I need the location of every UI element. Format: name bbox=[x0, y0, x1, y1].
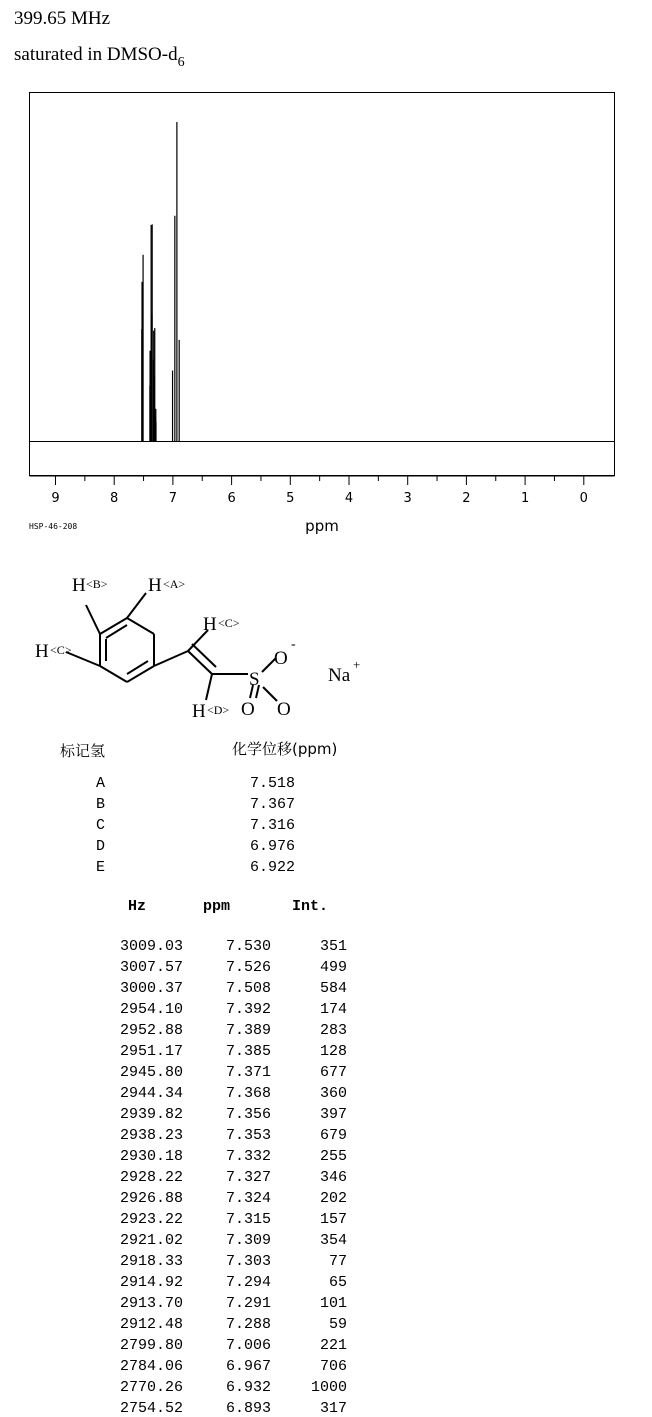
peak-hz: 3000.37 bbox=[119, 980, 183, 997]
peak-hz: 2930.18 bbox=[119, 1148, 183, 1165]
spectrum-code: HSP-46-208 bbox=[29, 522, 78, 531]
shift-value: 7.316 bbox=[250, 817, 296, 834]
col-int-header: Int. bbox=[292, 898, 329, 915]
peak-ppm: 7.530 bbox=[225, 938, 271, 955]
peak-hz: 2921.02 bbox=[119, 1232, 183, 1249]
peak-hz: 2944.34 bbox=[119, 1085, 183, 1102]
h-tag-c-ring: <C> bbox=[50, 643, 72, 657]
peak-ppm: 6.967 bbox=[225, 1358, 271, 1375]
shift-label: E bbox=[96, 859, 106, 876]
peak-intensity: 59 bbox=[328, 1316, 347, 1333]
peak-intensity: 174 bbox=[319, 1001, 347, 1018]
x-tick-label: 0 bbox=[579, 491, 588, 506]
peak-hz: 2926.88 bbox=[119, 1190, 183, 1207]
benzene-ring bbox=[100, 618, 154, 682]
peak-hz: 2918.33 bbox=[119, 1253, 183, 1270]
peak-ppm: 7.389 bbox=[225, 1022, 271, 1039]
peak-intensity: 1000 bbox=[310, 1379, 347, 1396]
peak-ppm: 7.315 bbox=[225, 1211, 271, 1228]
peak-intensity: 128 bbox=[319, 1043, 347, 1060]
h-tag-c-vinyl: <C> bbox=[218, 616, 240, 630]
peak-hz: 2939.82 bbox=[119, 1106, 183, 1123]
col-hydrogen-label: 标记氢 bbox=[60, 742, 106, 760]
shift-value: 6.922 bbox=[250, 859, 296, 876]
peaks-group bbox=[142, 122, 179, 441]
x-tick-label: 9 bbox=[51, 491, 60, 506]
h-atom-d: H bbox=[192, 701, 206, 722]
peak-intensity: 101 bbox=[319, 1295, 347, 1312]
molecule-structure bbox=[0, 560, 652, 730]
peak-hz: 2923.22 bbox=[119, 1211, 183, 1228]
peak-ppm: 7.526 bbox=[225, 959, 271, 976]
shift-label: C bbox=[96, 817, 106, 834]
peak-hz: 2912.48 bbox=[119, 1316, 183, 1333]
x-tick-label: 5 bbox=[286, 491, 295, 506]
h-atom-a: H bbox=[148, 575, 162, 596]
nmr-spectrum-chart bbox=[0, 0, 652, 545]
peak-hz: 2913.70 bbox=[119, 1295, 183, 1312]
oxygen-double-1: O bbox=[241, 699, 255, 720]
peak-hz: 2952.88 bbox=[119, 1022, 183, 1039]
oxygen-double-2: O bbox=[277, 699, 291, 720]
peak-intensity: 255 bbox=[319, 1148, 347, 1165]
x-tick-label: 6 bbox=[227, 491, 236, 506]
peak-ppm: 7.353 bbox=[225, 1127, 271, 1144]
peak-intensity: 397 bbox=[319, 1106, 347, 1123]
peak-ppm: 7.392 bbox=[225, 1001, 271, 1018]
peak-ppm: 7.385 bbox=[225, 1043, 271, 1060]
peak-hz: 2928.22 bbox=[119, 1169, 183, 1186]
x-tick-label: 4 bbox=[344, 491, 354, 506]
peak-intensity: 584 bbox=[319, 980, 347, 997]
spectrometer-frequency: 399.65 MHz bbox=[14, 8, 111, 29]
x-axis-title: ppm bbox=[305, 517, 339, 535]
shift-value: 7.367 bbox=[250, 796, 296, 813]
peak-ppm: 6.932 bbox=[225, 1379, 271, 1396]
col-hz-header: Hz bbox=[128, 898, 147, 915]
shift-label: D bbox=[96, 838, 106, 855]
peak-intensity: 677 bbox=[319, 1064, 347, 1081]
h-tag-b: <B> bbox=[86, 577, 108, 591]
peak-intensity: 283 bbox=[319, 1022, 347, 1039]
x-tick-label: 1 bbox=[520, 491, 530, 506]
peak-intensity: 65 bbox=[328, 1274, 347, 1291]
peak-hz: 2770.26 bbox=[119, 1379, 183, 1396]
oxygen-anion: O bbox=[274, 648, 288, 669]
sulfur-atom: S bbox=[249, 669, 260, 690]
peak-ppm: 7.294 bbox=[225, 1274, 271, 1291]
peak-intensity: 354 bbox=[319, 1232, 347, 1249]
peak-ppm: 6.893 bbox=[225, 1400, 271, 1417]
minus-sign: - bbox=[291, 637, 296, 652]
col-shift-label: 化学位移(ppm) bbox=[232, 740, 338, 758]
plot-frame bbox=[30, 93, 615, 476]
peak-intensity: 499 bbox=[319, 959, 347, 976]
shift-value: 7.518 bbox=[250, 775, 296, 792]
peak-intensity: 157 bbox=[319, 1211, 347, 1228]
peak-intensity: 317 bbox=[319, 1400, 347, 1417]
solvent-subscript: 6 bbox=[177, 55, 185, 70]
peak-hz: 2938.23 bbox=[119, 1127, 183, 1144]
peak-intensity: 706 bbox=[319, 1358, 347, 1375]
x-axis bbox=[30, 476, 615, 506]
shift-label: A bbox=[96, 775, 106, 792]
peak-hz: 2945.80 bbox=[119, 1064, 183, 1081]
x-tick-label: 3 bbox=[403, 491, 412, 506]
shift-label: B bbox=[96, 796, 106, 813]
x-tick-label: 2 bbox=[462, 491, 471, 506]
x-tick-label: 7 bbox=[168, 491, 178, 506]
peak-ppm: 7.368 bbox=[225, 1085, 271, 1102]
peak-intensity: 346 bbox=[319, 1169, 347, 1186]
peak-ppm: 7.006 bbox=[225, 1337, 271, 1354]
peak-intensity: 202 bbox=[319, 1190, 347, 1207]
peak-hz: 2784.06 bbox=[119, 1358, 183, 1375]
plus-sign: + bbox=[353, 657, 361, 672]
peak-hz: 2951.17 bbox=[119, 1043, 183, 1060]
shift-value: 6.976 bbox=[250, 838, 296, 855]
h-atom-c-ring: H bbox=[35, 641, 49, 662]
peak-intensity: 221 bbox=[319, 1337, 347, 1354]
h-atom-c-vinyl: H bbox=[203, 614, 217, 635]
peak-ppm: 7.356 bbox=[225, 1106, 271, 1123]
h-atom-b: H bbox=[72, 575, 86, 596]
peak-intensity: 351 bbox=[319, 938, 347, 955]
peak-hz: 2799.80 bbox=[119, 1337, 183, 1354]
peak-ppm: 7.371 bbox=[225, 1064, 271, 1081]
peak-ppm: 7.324 bbox=[225, 1190, 271, 1207]
bonds bbox=[66, 593, 277, 701]
peak-intensity: 77 bbox=[328, 1253, 347, 1270]
peak-hz: 2914.92 bbox=[119, 1274, 183, 1291]
peak-ppm: 7.508 bbox=[225, 980, 271, 997]
peak-ppm: 7.309 bbox=[225, 1232, 271, 1249]
h-tag-d: <D> bbox=[207, 703, 230, 717]
peak-ppm: 7.332 bbox=[225, 1148, 271, 1165]
solvent-text: saturated in DMSO-d bbox=[14, 44, 178, 65]
h-tag-a: <A> bbox=[163, 577, 186, 591]
peak-hz: 2754.52 bbox=[119, 1400, 183, 1417]
peak-intensity: 360 bbox=[319, 1085, 347, 1102]
peak-ppm: 7.327 bbox=[225, 1169, 271, 1186]
peak-hz: 3007.57 bbox=[119, 959, 183, 976]
x-tick-label: 8 bbox=[110, 491, 119, 506]
peak-hz: 2954.10 bbox=[119, 1001, 183, 1018]
peak-hz: 3009.03 bbox=[119, 938, 183, 955]
peak-intensity: 679 bbox=[319, 1127, 347, 1144]
sodium-cation: Na bbox=[328, 665, 351, 686]
peak-ppm: 7.303 bbox=[225, 1253, 271, 1270]
peak-ppm: 7.288 bbox=[225, 1316, 271, 1333]
col-ppm-header: ppm bbox=[203, 898, 231, 915]
peak-ppm: 7.291 bbox=[225, 1295, 271, 1312]
